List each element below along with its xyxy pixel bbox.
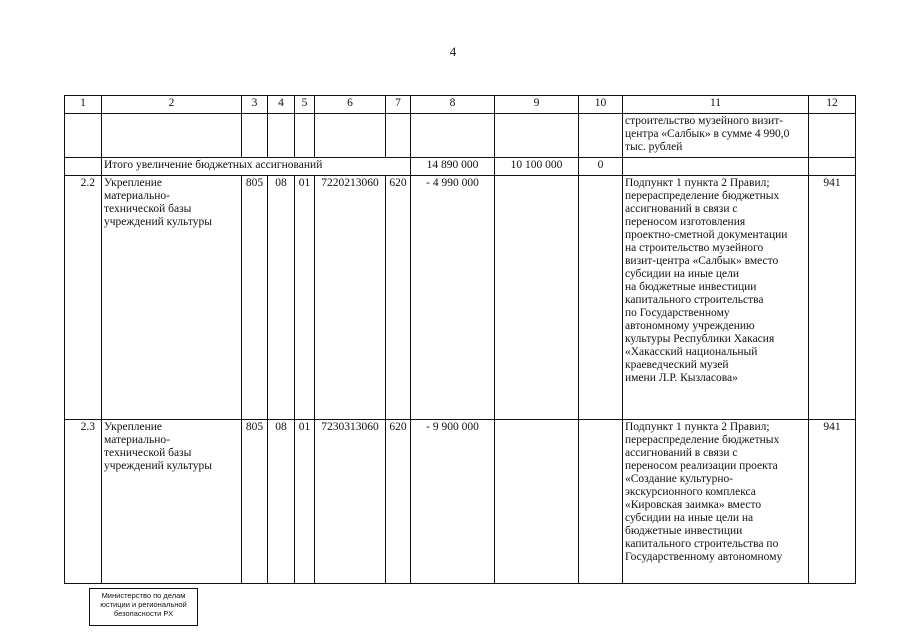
row-c4: 08 [268, 420, 295, 584]
row-number: 2.3 [65, 420, 102, 584]
row-c8: - 4 990 000 [411, 176, 495, 420]
row-c10 [579, 176, 623, 420]
total-row [65, 158, 856, 176]
row-c6: 7220213060 [315, 176, 386, 420]
header-cell: 4 [268, 96, 295, 114]
row-c12: 941 [809, 176, 856, 420]
header-cell: 10 [579, 96, 623, 114]
row-c8: - 9 900 000 [411, 420, 495, 584]
row-c9 [495, 420, 579, 584]
row-c6: 7230313060 [315, 420, 386, 584]
header-cell: 12 [809, 96, 856, 114]
header-cell: 9 [495, 96, 579, 114]
header-cell: 11 [623, 96, 809, 114]
header-row [65, 96, 856, 114]
row-c5: 01 [295, 420, 315, 584]
row-name: Укрепление материально- технической базы учреждений культуры [102, 176, 242, 420]
row-c7: 620 [386, 420, 411, 584]
row-number: 2.2 [65, 176, 102, 420]
row-description: Подпункт 1 пункта 2 Правил; перераспределение бюджетных ассигнований в связи с переносом реализации проекта «Создание культурно- экскурсионного комплекса «Кировская заимка» вместо субсидии на иные цели на бюджетные инвестиции капитального строительства по Государственному автономному [623, 420, 809, 584]
row-c12: 941 [809, 420, 856, 584]
table-row [65, 420, 856, 584]
budget-table [64, 95, 856, 584]
row-c10 [579, 420, 623, 584]
row-c5: 01 [295, 176, 315, 420]
row-c4: 08 [268, 176, 295, 420]
row-c7: 620 [386, 176, 411, 420]
header-cell: 1 [65, 96, 102, 114]
header-cell: 6 [315, 96, 386, 114]
header-cell: 8 [411, 96, 495, 114]
continuation-row [65, 114, 856, 158]
registration-stamp: Министерство по делам юстиции и региональной безопасности РХ [89, 588, 198, 626]
total-col8: 14 890 000 [411, 158, 495, 176]
header-cell: 3 [242, 96, 268, 114]
total-col10: 0 [579, 158, 623, 176]
row-name: Укрепление материально- технической базы учреждений культуры [102, 420, 242, 584]
header-cell: 2 [102, 96, 242, 114]
total-label: Итого увеличение бюджетных ассигнований [102, 158, 411, 176]
table-row [65, 176, 856, 420]
row-c3: 805 [242, 176, 268, 420]
row-c3: 805 [242, 420, 268, 584]
continuation-description: строительство музейного визит- центра «Салбык» в сумме 4 990,0 тыс. рублей [623, 114, 809, 158]
header-cell: 7 [386, 96, 411, 114]
row-c9 [495, 176, 579, 420]
total-col9: 10 100 000 [495, 158, 579, 176]
row-description: Подпункт 1 пункта 2 Правил; перераспределение бюджетных ассигнований в связи с переносом изготовления проектно-сметной документации на строительство музейного визит-центра «Салбык» вместо субсидии на иные цели на бюджетные инвестиции капитального строительства по Государственному автономному учреждению культуры Республики Хакасия «Хакасский национальный краеведческий музей имени Л.Р. Кызласова» [623, 176, 809, 420]
header-cell: 5 [295, 96, 315, 114]
page-number: 4 [449, 44, 457, 59]
